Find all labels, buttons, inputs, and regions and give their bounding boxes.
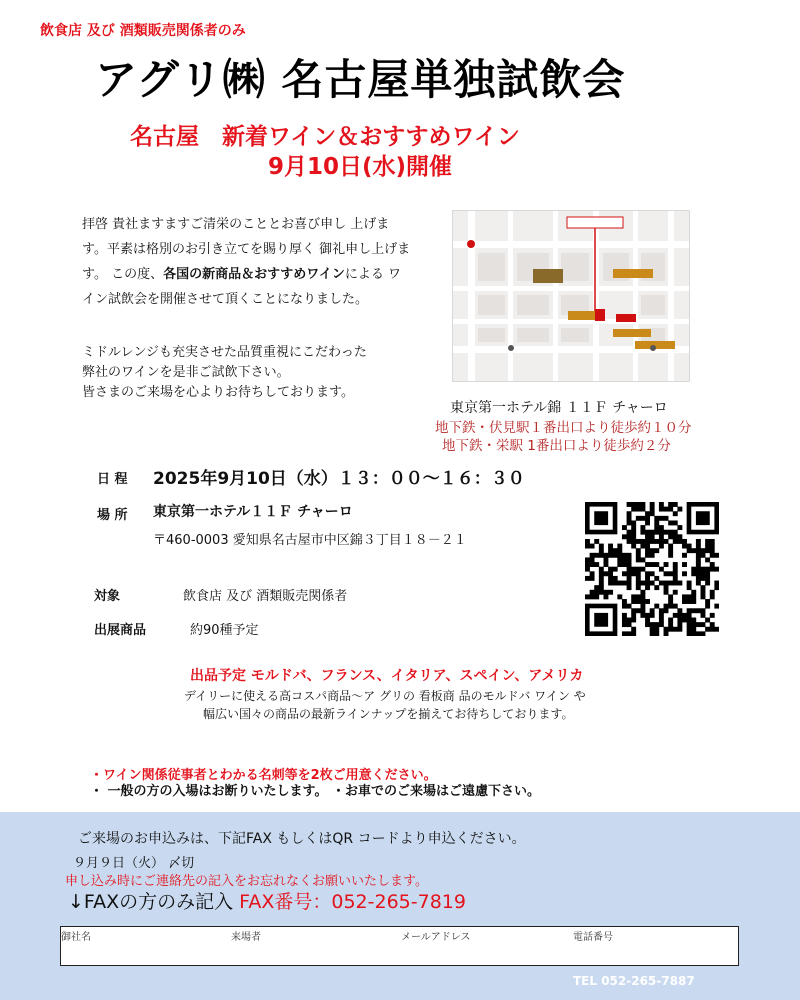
event-title: アグリ㈱ 名古屋単独試飲会 [95,55,626,104]
date-label: 日 程 [97,472,128,487]
form-column-company: 御社名 [61,932,91,943]
greeting-text: 拝啓 貴社ますますご清栄のこととお喜び申し 上げます。平素は格別のお引き立てを賜り厚く 御礼申し上げます。 この度、 [82,217,411,282]
fax-number: FAX番号：052-265-7819 [239,891,466,913]
venue-caption: 東京第一ホテル錦 １１Ｆ チャーロ [450,400,668,416]
venue-label: 場 所 [97,508,128,523]
application-note: 申し込み時にご連絡先の記入をお忘れなくお願いいたします。 [65,874,428,889]
target-label: 対象 [94,589,121,604]
audience-notice: 飲食店 及び 酒類販売関係者のみ [40,23,246,39]
application-deadline: ９月９日（火） 〆切 [73,856,195,871]
invitation-line: ミドルレンジも充実させた品質重視にこだわった [82,345,367,360]
access-fushimi: 地下鉄・伏見駅１番出口より徒歩約１０分 [435,420,692,436]
event-subtitle: 名古屋 新着ワイン＆おすすめワイン [130,124,520,150]
access-sakae: 地下鉄・栄駅 1番出口より徒歩約２分 [442,438,671,454]
form-column-attendee: 来場者 [231,932,261,943]
fax-heading [68,887,466,914]
venue-value: 東京第一ホテル１１Ｆ チャーロ [153,504,353,520]
venue-address: 〒460-0003 愛知県名古屋市中区錦３丁目１８－２１ [153,533,467,548]
application-instructions: ご来場のお申込みは、下記FAX もしくはQR コードより申込ください。 [78,831,526,847]
invitation-paragraph [82,343,412,403]
entry-restriction-note: ・ 一般の方の入場はお断りいたします。 ・お車でのご来場はご遠慮下さい。 [90,784,541,799]
greeting-highlight: 各国の新商品＆おすすめワイン [163,267,345,282]
products-label: 出展商品 [94,623,147,638]
form-column-email: メールアドレス [401,932,471,943]
lineup-description-2: 幅広い国々の商品の最新ラインナップを揃えてお待ちしております。 [203,707,574,721]
invitation-line: 皆さまのご来場を心よりお待ちしております。 [82,385,354,400]
event-date-headline: 9月10日(水)開催 [268,154,453,180]
products-value: 約90種予定 [190,623,259,638]
date-value: 2025年9月10日（水）１３：００～１６：３０ [153,469,525,489]
telephone-number: TEL 052-265-7887 [573,974,695,988]
qr-code-icon[interactable] [585,502,719,636]
greeting-paragraph [82,212,412,312]
lineup-description-1: デイリーに使える高コスパ商品～ア グリの 看板商 品のモルドバ ワイン や [184,689,586,703]
fax-form-row[interactable] [60,926,739,966]
venue-map [452,210,690,382]
invitation-line: 弊社のワインを是非ご試飲下さい。 [82,365,290,380]
business-card-note: ・ワイン関係従事者とわかる名刺等を2枚ご用意ください。 [90,768,437,783]
fax-heading-label: ↓FAXの方のみ記入 [68,891,234,913]
target-value: 飲食店 及び 酒類販売関係者 [183,589,348,604]
form-column-phone: 電話番号 [573,932,613,943]
countries-lineup: 出品予定 モルドバ、フランス、イタリア、スペイン、アメリカ [190,668,584,684]
greeting-text-end: による ワイン試飲会を開催させて頂くことになりました。 [82,267,401,307]
